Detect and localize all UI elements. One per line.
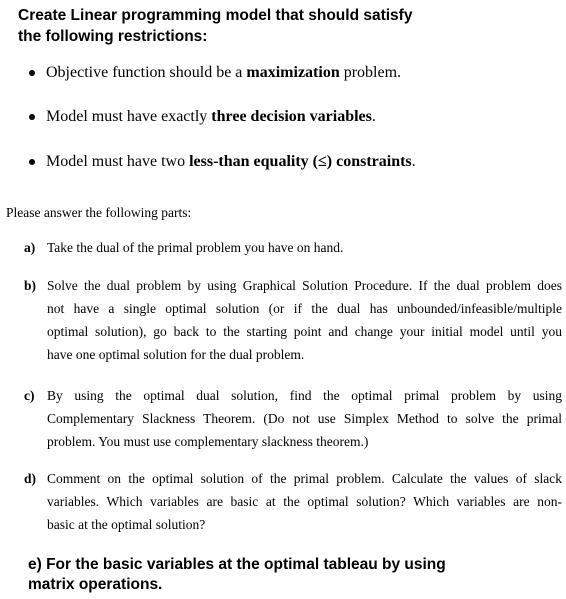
restriction-text: Objective function should be a maximization problem. — [46, 64, 402, 81]
part-text-line: Solve the dual problem by using Graphical Solution Procedure. If the dual problem does — [47, 278, 562, 293]
part-text-line: By using the optimal dual solution, find the optimal primal problem by using — [47, 388, 562, 403]
document-title — [18, 5, 558, 47]
part-text-line: basic at the optimal solution? — [47, 517, 206, 532]
part-letter: b) — [24, 278, 37, 293]
restriction-text: Model must have exactly three decision variables. — [46, 108, 376, 125]
restriction-text: Model must have two less-than equality (≤) constraints. — [46, 153, 416, 170]
title-line-2: the following restrictions: — [18, 28, 208, 45]
part-text-line: Comment on the optimal solution of the primal problem. Calculate the values of slack — [47, 471, 562, 486]
part-e — [28, 555, 558, 595]
part-e-line-2: matrix operations. — [28, 576, 163, 593]
part-text-line: variables. Which variables are basic at the optimal solution? Which variables are non- — [47, 494, 562, 509]
part-letter: d) — [24, 471, 37, 486]
part-e-line-1: e) For the basic variables at the optimal tableau by using — [28, 556, 446, 573]
part-text-line: Take the dual of the primal problem you have on hand. — [47, 240, 344, 255]
part-text-line: have one optimal solution for the dual problem. — [47, 347, 305, 362]
part-text-line: Complementary Slackness Theorem. (Do not use Simplex Method to solve the primal — [47, 411, 562, 426]
bullet-dot — [29, 159, 35, 165]
part-text-line: problem. You must use complementary slackness theorem.) — [47, 434, 369, 449]
parts-intro: Please answer the following parts: — [6, 205, 192, 220]
part-letter: a) — [24, 240, 36, 255]
bullet-dot — [29, 70, 35, 76]
bullet-dot — [29, 114, 35, 120]
part-letter: c) — [24, 388, 35, 403]
part-text-line: optimal solution), go back to the starting point and change your initial model until you — [47, 324, 562, 339]
part-text-line: not have a single optimal solution (or if the dual has unbounded/infeasible/multiple — [47, 301, 562, 316]
title-line-1: Create Linear programming model that should satisfy — [18, 7, 413, 24]
